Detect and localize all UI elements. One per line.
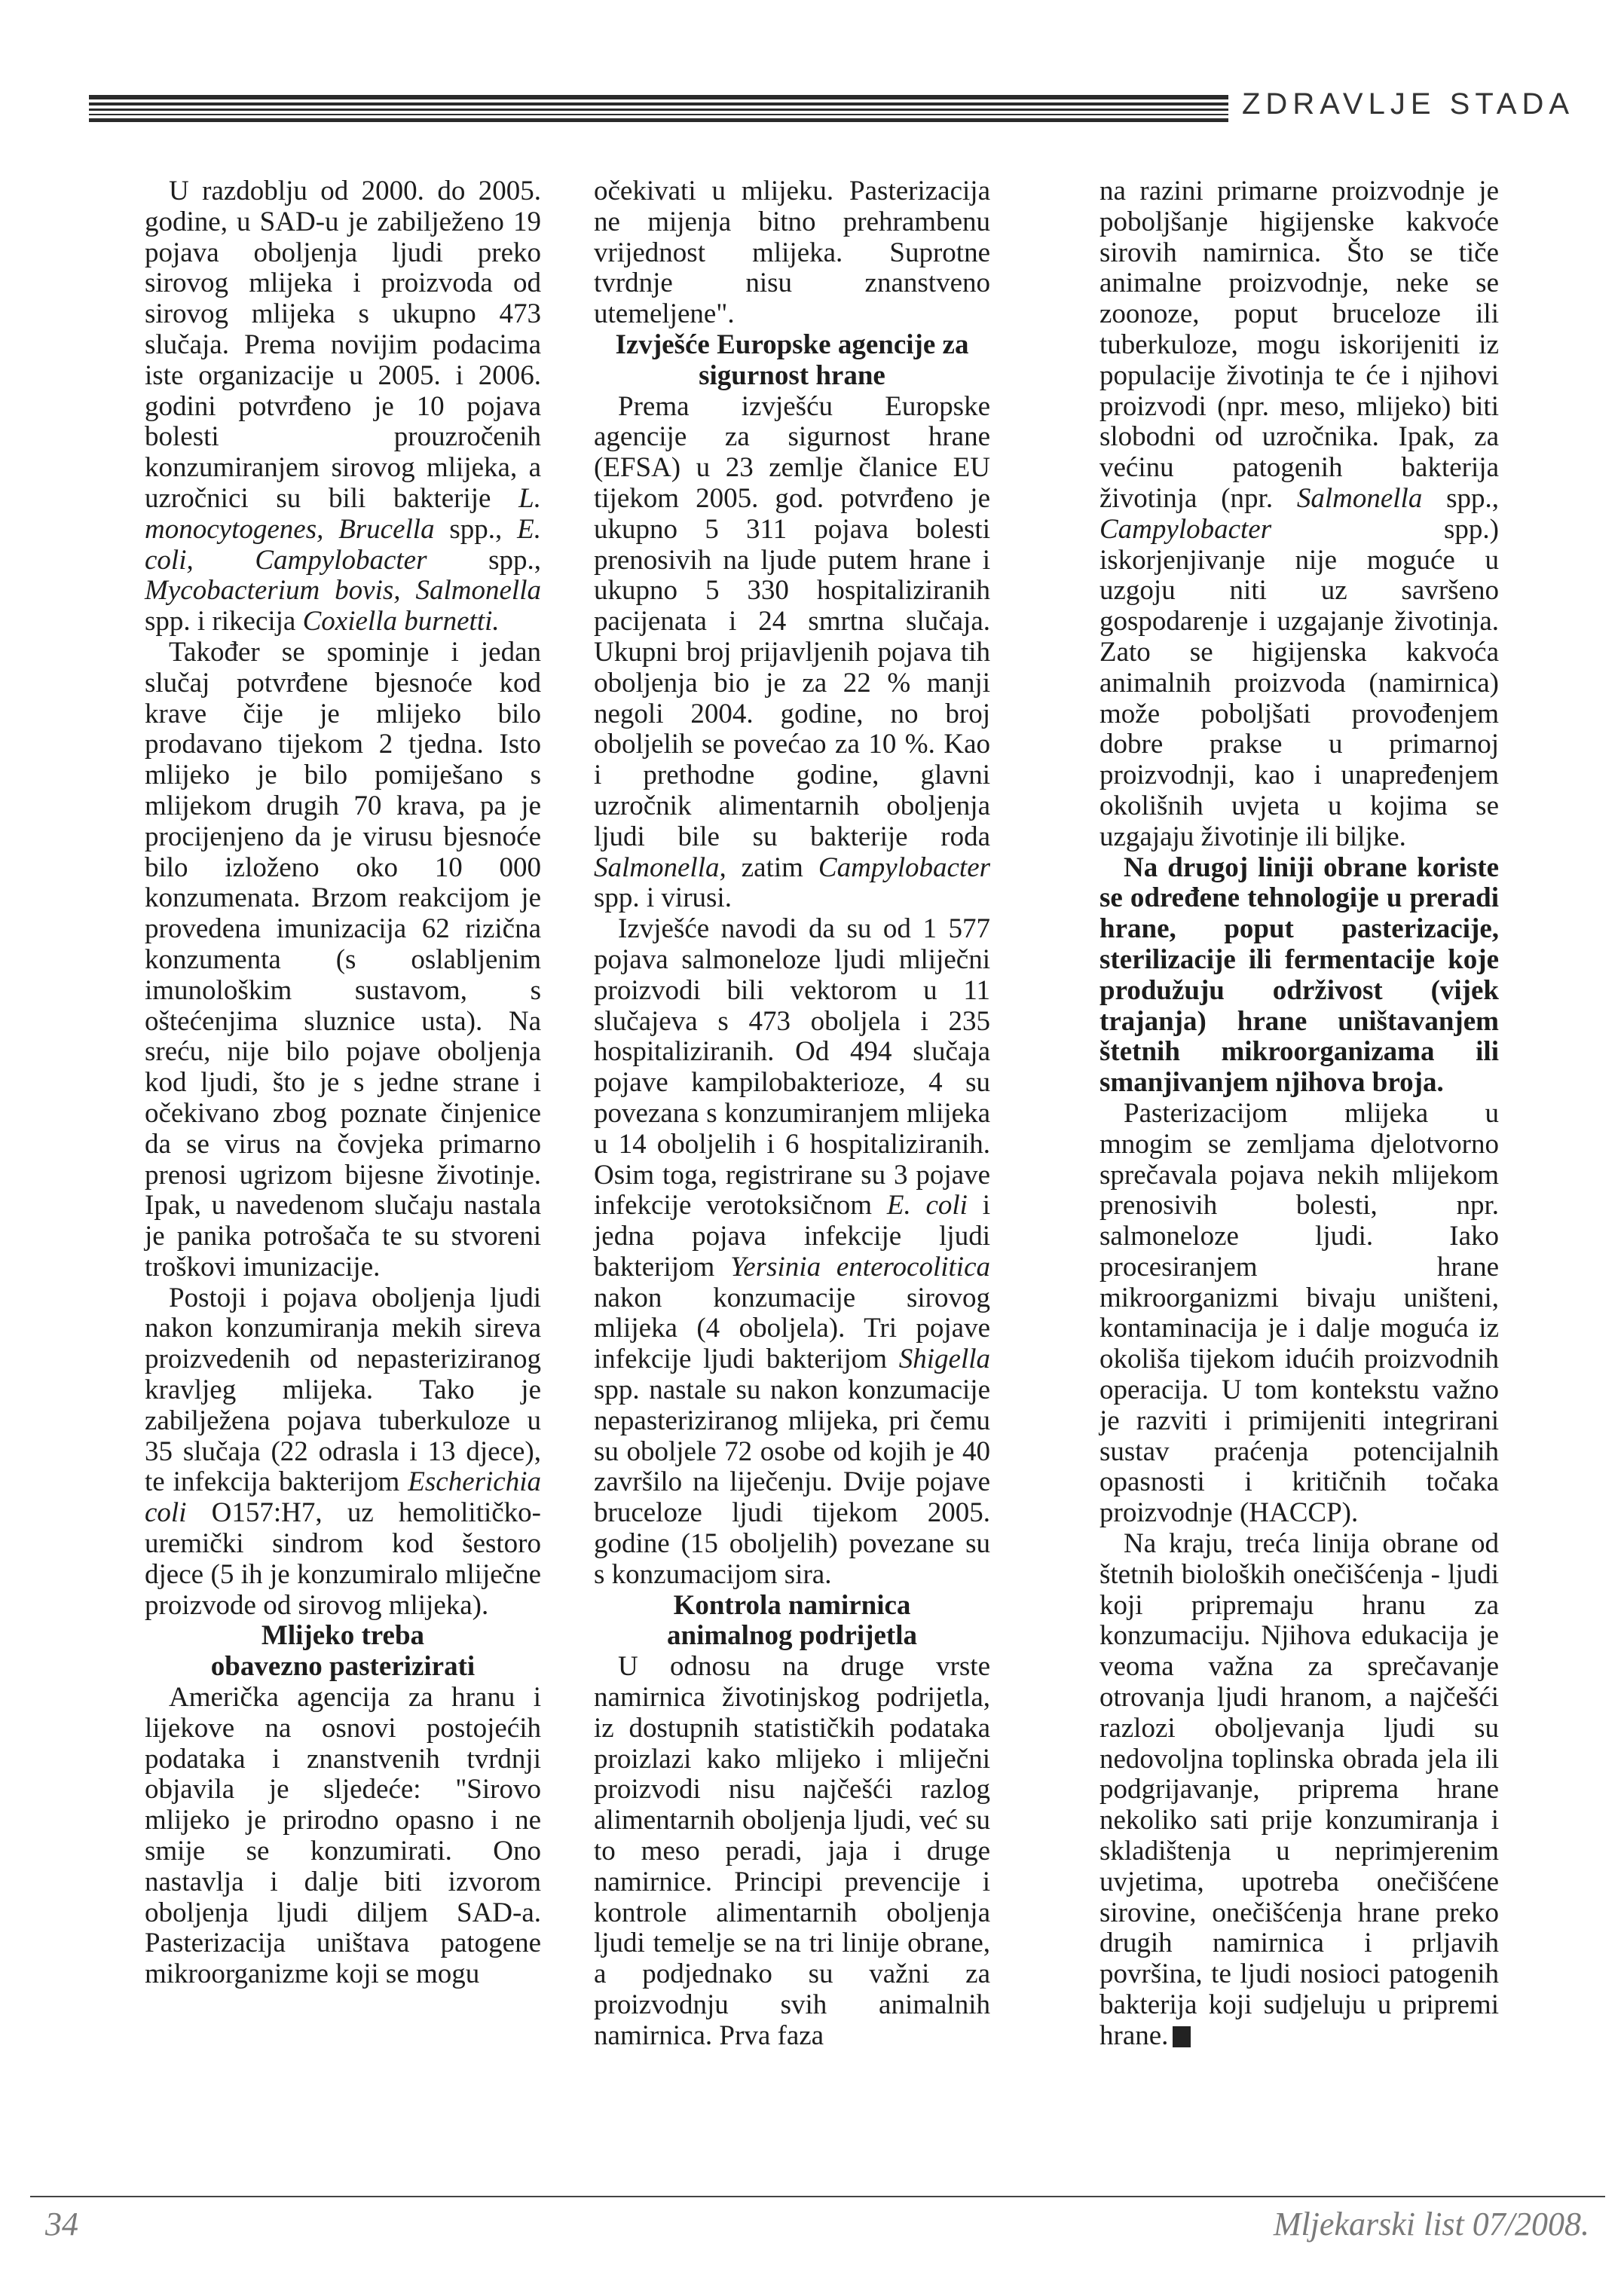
article-column-1 <box>145 176 541 1990</box>
paragraph-bold: Na drugoj liniji obrane koriste se određene tehnologije u preradi hrane, poput pasterizacije, sterilizacije ili fermentacije koje produžuju održivost (vijek trajanja) hrane uništavanjem štetnih mikroorganizama ili smanjivanjem njihova broja. <box>1099 851 1499 1099</box>
article-column-2 <box>594 176 990 2052</box>
paragraph: Pasterizacijom mlijeka u mnogim se zemljama djelotvorno sprečavala pojava nekih mlijekom prenosivih bolesti, npr. salmoneloze ljudi. Iako procesiranjem hrane mikroorganizmi bivaju uništeni, kontaminacija je i dalje moguća iz okoliša tijekom idućih proizvodnih operacija. U tom kontekstu važno je razviti i primijeniti integrirani sustav praćenja potencijalnih opasnosti i kritičnih točaka proizvodnje (HACCP). <box>1099 1097 1499 1529</box>
paragraph: U razdoblju od 2000. do 2005. godine, u SAD-u je zabilježeno 19 pojava oboljenja ljudi preko sirovog mlijeka i proizvoda od sirovog mlijeka s ukupno 473 slučaja. Prema novijim podacima iste organizacije u 2005. i 2006. godini potvrđeno je 10 pojava bolesti prouzročenih konzumiranjem sirovog mlijeka, a uzročnici su bili bakterije L. monocytogenes, Brucella spp., E. coli, Campylobacter spp., Mycobacterium bovis, Salmonella spp. i rikecija Coxiella burnetti. <box>145 176 542 637</box>
paragraph: Prema izvješću Europske agencije za sigurnost hrane (EFSA) u 23 zemlje članice EU tijekom 2005. god. potvrđeno je ukupno 5 311 pojava bolesti prenosivih na ljude putem hrane i ukupno 5 330 hospitaliziranih pacijenata i 24 smrtna slučaja. Ukupni broj prijavljenih pojava tih oboljenja bio je za 22 % manji negoli 2004. godine, no broj oboljelih se povećao za 10 %. Kao i prethodne godine, glavni uzročnik alimentarnih oboljenja ljudi bile su bakterije roda Salmonella, zatim Campylobacter spp. i virusi. <box>594 390 991 914</box>
journal-name: Mljekarski list 07/2008. <box>1273 2206 1589 2243</box>
subheading: Mlijeko treba obavezno pasterizirati <box>210 1620 476 1683</box>
paragraph: očekivati u mlijeku. Pasterizacija ne mijenja bitno prehrambenu vrijednost mlijeka. Suprotne tvrdnje nisu znanstveno utemeljene". <box>594 176 990 330</box>
paragraph: Postoji i pojava oboljenja ljudi nakon konzumiranja mekih sireva proizvedenih od nepasteriziranog kravljeg mlijeka. Tako je zabilježena pojava tuberkuloze u 35 slučaja (22 odrasla i 13 djece), te infekcija bakterijom Escherichia coli O157:H7, uz hemolitičko-uremički sindrom kod šestoro djece (5 ih je konzumiralo mliječne proizvode od sirovog mlijeka). <box>145 1282 541 1621</box>
footer-rule <box>30 2196 1605 2197</box>
subheading: Izvješće Europske agencije za sigurnost hrane <box>615 329 969 391</box>
article-column-3 <box>1099 176 1499 2052</box>
paragraph: U odnosu na druge vrste namirnica životinjskog podrijetla, iz dostupnih statističkih podataka proizlazi kako mlijeko i mliječni proizvodi nisu najčešći razlog alimentarnih oboljenja ljudi, već su to meso peradi, jaja i druge namirnice. Principi prevencije i kontrole alimentarnih oboljenja ljudi temelje se na tri linije obrane, a podjednako su važni za proizvodnju svih animalnih namirnica. Prva faza <box>594 1651 990 2051</box>
paragraph: na razini primarne proizvodnje je poboljšanje higijenske kakvoće sirovih namirnica. Što se tiče animalne proizvodnje, neke se zoonoze, poput bruceloze ili tuberkuloze, mogu iskorijeniti iz populacije životinja te će i njihovi proizvodi (npr. meso, mlijeko) biti slobodni od uzročnika. Ipak, za većinu patogenih bakterija životinja (npr. Salmonella spp., Campylobacter spp.) iskorjenjivanje nije moguće u uzgoju niti uz savršeno gospodarenje i uzgajanje životinja. Zato se higijenska kakvoća animalnih proizvoda (namirnica) može poboljšati provođenjem dobre prakse u primarnoj proizvodnji, kao i unapređenjem okolišnih uvjeta u kojima se uzgajaju životinje ili biljke. <box>1099 176 1499 852</box>
subheading: Kontrola namirnica animalnog podrijetla <box>667 1589 917 1652</box>
paragraph: Na kraju, treća linija obrane od štetnih bioloških onečišćenja - ljudi koji pripremaju hranu za konzumaciju. Njihova edukacija je veoma važna za sprečavanje otrovanja ljudi hranom, a najčešći razlozi oboljevanja ljudi su nedovoljna toplinska obrada jela ili podgrijavanje, priprema hrane nekoliko sati prije konzumiranja i skladištenja u neprimjerenim uvjetima, upotreba onečišćene sirovine, onečišćenja hrane preko drugih namirnica i prljavih površina, te ljudi nosioci patogenih bakterija koji sudjeluju u pripremi hrane. <box>1099 1528 1499 2051</box>
page-number: 34 <box>45 2206 78 2243</box>
paragraph: Američka agencija za hranu i lijekove na osnovi postojećih podataka i znanstvenih tvrdnji objavila je sljedeće: "Sirovo mlijeko je prirodno opasno i ne smije se konzumirati. Ono nastavlja i dalje biti izvorom oboljenja ljudi diljem SAD-a. Pasterizacija uništava patogene mikroorganizme koji se mogu <box>145 1682 541 1990</box>
end-of-article-icon <box>1173 2026 1191 2047</box>
section-label: ZDRAVLJE STADA <box>1242 87 1575 121</box>
paragraph: Također se spominje i jedan slučaj potvrđene bjesnoće kod krave čije je mlijeko bilo prodavano tijekom 2 tjedna. Isto mlijeko je bilo pomiješano s mlijekom drugih 70 krava, pa je procijenjeno da je virusu bjesnoće bilo izloženo oko 10 000 konzumenata. Brzom reakcijom je provedena imunizacija 62 rizična konzumenta (s oslabljenim imunološkim sustavom, s oštećenjima sluznice usta). Na sreću, nije bilo pojave oboljenja kod ljudi, što je s jedne strane i očekivano zbog poznate činjenice da se virus na čovjeka primarno prenosi ugrizom bijesne životinje. Ipak, u navedenom slučaju nastala je panika potrošača te su stvoreni troškovi imunizacije. <box>145 636 541 1283</box>
paragraph: Izvješće navodi da su od 1 577 pojava salmoneloze ljudi mliječni proizvodi bili vektorom u 11 slučajeva s 473 oboljela i 235 hospitaliziranih. Od 494 slučaja pojave kampilobakterioze, 4 su povezana s konzumiranjem mlijeka u 14 oboljelih i 6 hospitaliziranih. Osim toga, registrirane su 3 pojave infekcije verotoksičnom E. coli i jedna pojava infekcije ljudi bakterijom Yersinia enterocolitica nakon konzumacije sirovog mlijeka (4 oboljela). Tri pojave infekcije ljudi bakterijom Shigella spp. nastale su nakon konzumacije nepasteriziranog mlijeka, pri čemu su oboljele 72 osobe od kojih je 40 završilo na liječenju. Dvije pojave bruceloze ljudi tijekom 2005. godine (15 oboljelih) povezane su s konzumacijom sira. <box>594 913 991 1590</box>
header-rule <box>89 95 1228 125</box>
